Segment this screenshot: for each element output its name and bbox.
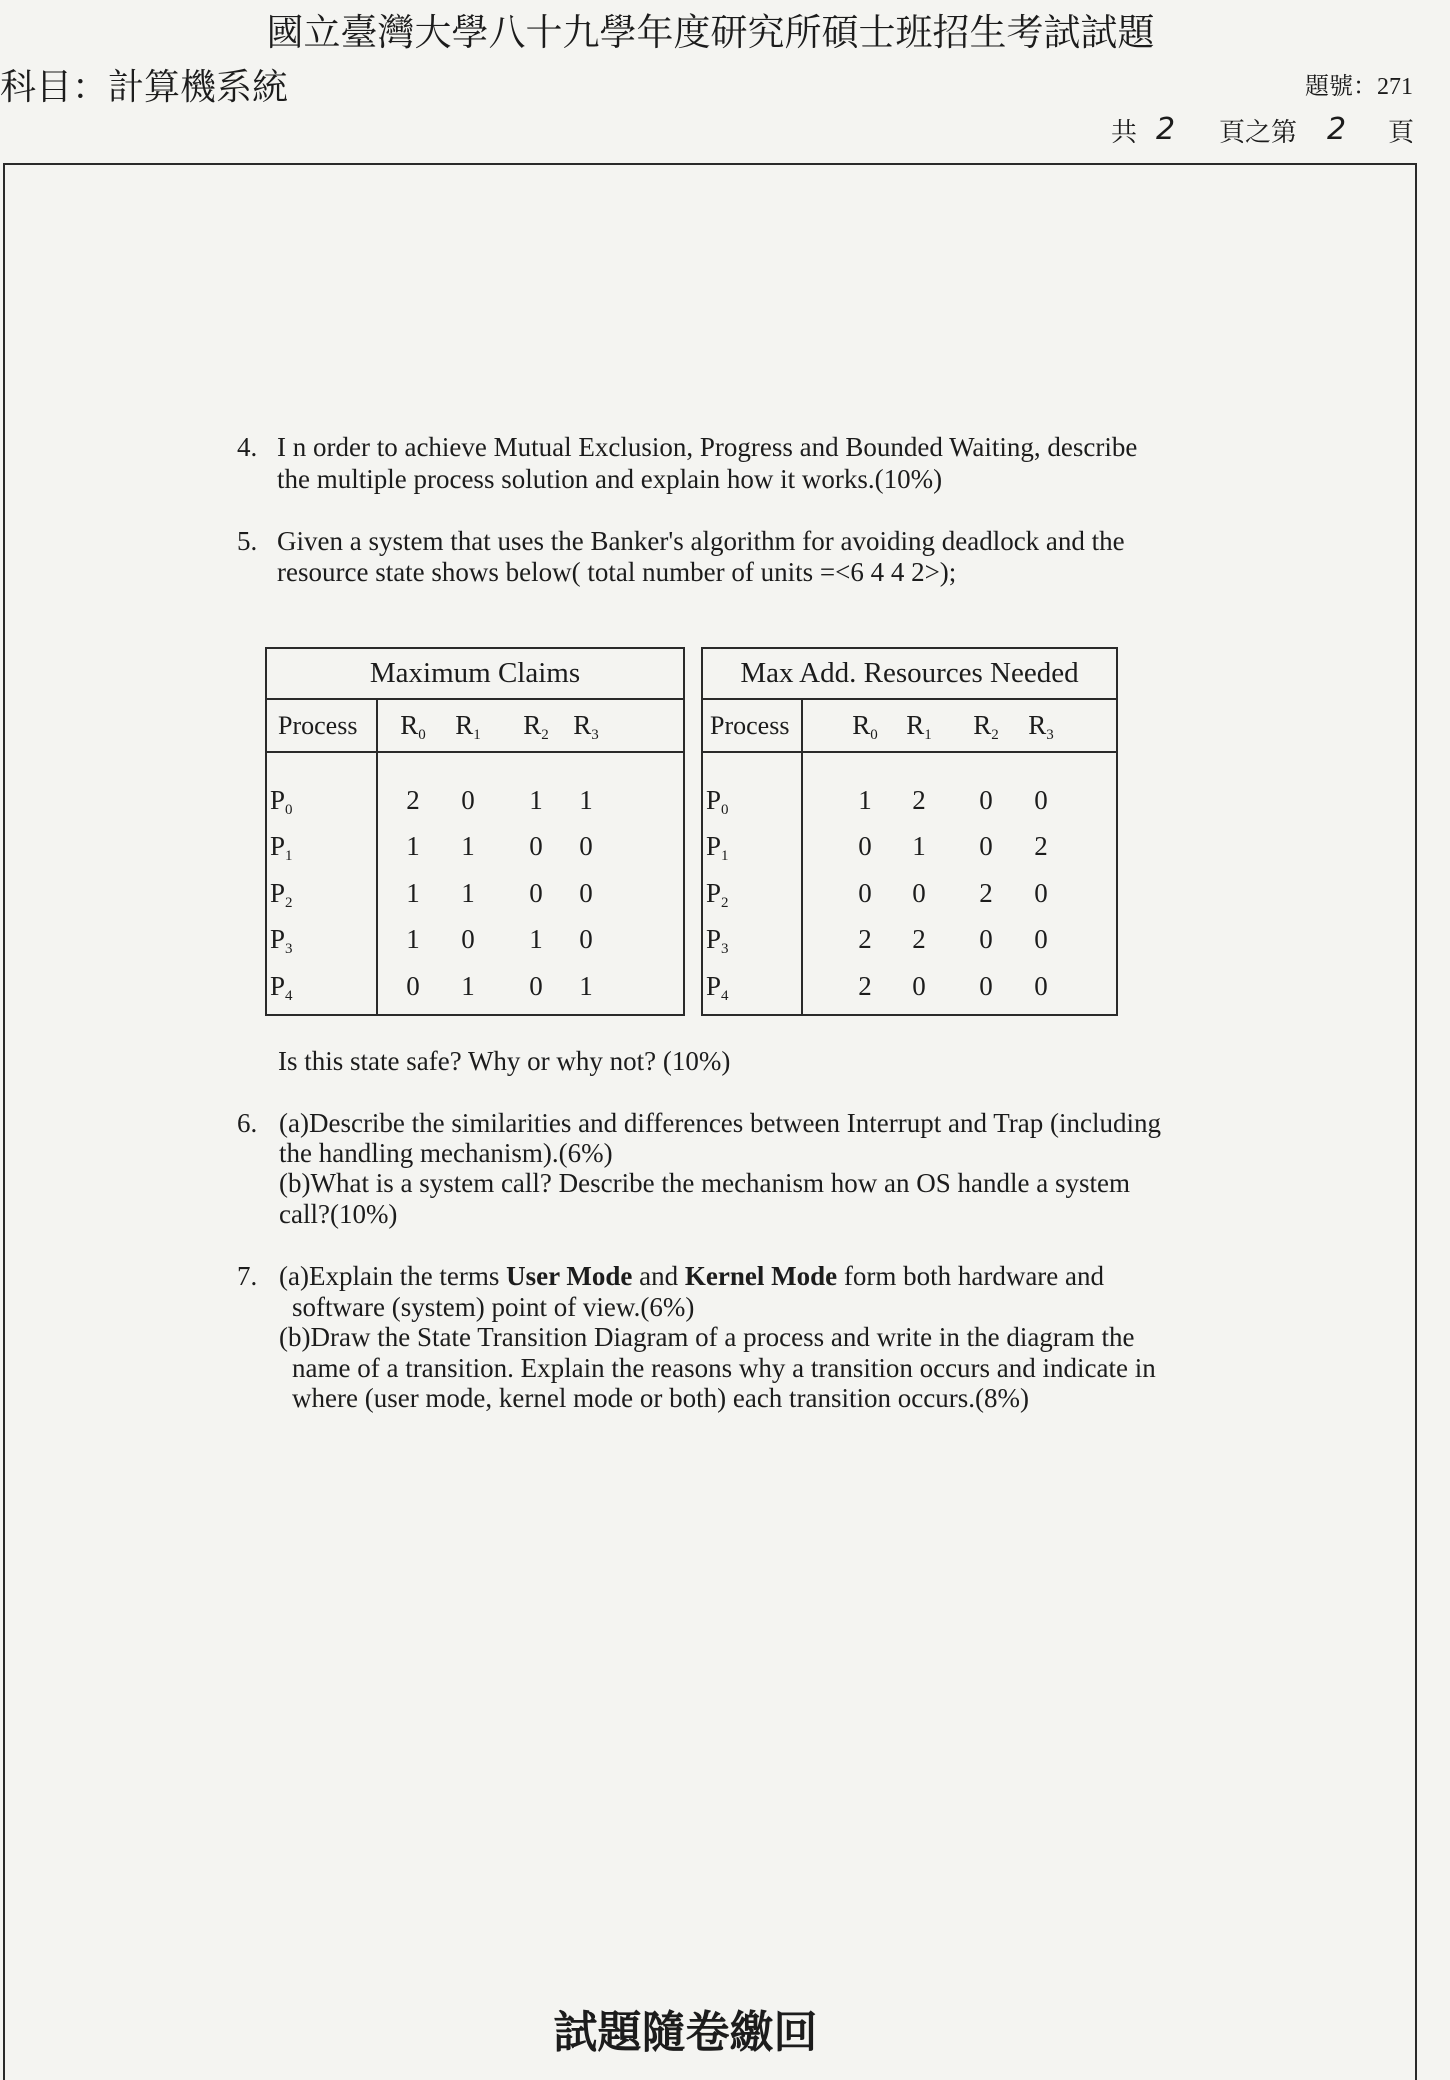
symbol-subscript: 2 [541,727,549,743]
table-cell: 2 [912,924,926,954]
symbol-base: R [1028,710,1047,740]
column-header-r2 [514,700,558,751]
question-line: I n order to achieve Mutual Exclusion, Progress and Bounded Waiting, describe [277,432,1138,462]
symbol-base: R [573,710,592,740]
table-cell: 1 [529,924,543,954]
table-row [267,831,683,864]
column-header-r2 [964,700,1008,751]
symbol-subscript: 2 [285,895,293,911]
symbol-subscript: 3 [721,941,729,957]
table-cell: 1 [579,971,593,1001]
question-paper-number: 題號：271 [1305,74,1413,100]
table-header-row [703,700,1116,753]
table-cell: 0 [979,785,993,815]
column-header-r0 [391,700,435,751]
table-cell: 2 [979,878,993,908]
table-cell: 0 [529,971,543,1001]
table-cell: 0 [979,831,993,861]
process-label [706,831,729,864]
question-line: resource state shows below( total number of units =<6 4 4 2>); [277,557,957,587]
page-total-prefix: 共 [1111,118,1138,147]
table-title: Max Add. Resources Needed [703,649,1116,700]
page-suffix: 頁 [1388,118,1415,147]
question-number: 6. [237,1108,258,1138]
process-label [706,878,729,911]
text-segment: form both hardware and [837,1261,1105,1291]
table-cell: 1 [461,878,475,908]
page-middle-text: 頁之第 [1219,118,1298,147]
symbol-base: P [706,878,722,908]
bold-term-kernel-mode: Kernel Mode [684,1261,838,1291]
table-cell: 0 [858,831,872,861]
table-cell: 0 [1034,878,1048,908]
question-line: (b)What is a system call? Describe the mechanism how an OS handle a system [279,1168,1131,1199]
table-cell: 2 [858,971,872,1001]
question-body [279,1108,1161,1229]
table-cell: 0 [858,878,872,908]
symbol-base: R [852,710,871,740]
question-line: the multiple process solution and explain how it works.(10%) [277,464,943,494]
table-row [703,924,1116,957]
question-line: call?(10%) [279,1198,398,1229]
column-header-r3 [564,700,608,751]
question-7 [237,1261,1156,1414]
question-line: the handling mechanism).(6%) [279,1138,613,1169]
table-row [267,924,683,957]
symbol-subscript: 1 [285,848,293,864]
symbol-base: R [400,710,419,740]
symbol-base: P [270,878,286,908]
max-add-resources-needed-table [701,647,1118,1016]
table-cell: 0 [461,924,475,954]
table-cell: 0 [1034,924,1048,954]
table-cell: 2 [912,785,926,815]
table-cell: 0 [406,971,420,1001]
question-body [279,1261,1156,1414]
question-line [279,1261,1156,1292]
table-row [267,785,683,818]
table-cell: 1 [579,785,593,815]
symbol-base: P [270,924,286,954]
symbol-subscript: 0 [721,802,729,818]
column-header-r3 [1019,700,1063,751]
symbol-subscript: 4 [285,988,293,1004]
symbol-subscript: 3 [1046,727,1054,743]
table-cell: 1 [858,785,872,815]
process-label [706,924,729,957]
question-line: software (system) point of view.(6%) [292,1291,695,1322]
process-label [270,878,293,911]
text-segment: and [632,1261,685,1291]
table-cell: 0 [979,924,993,954]
symbol-base: P [270,785,286,815]
process-label [270,785,293,818]
page-current-handwritten: 2 [1327,112,1347,147]
symbol-base: R [455,710,474,740]
table-row [267,878,683,911]
table-cell: 2 [1034,831,1048,861]
question-number: 5. [237,526,258,556]
column-header-r1 [446,700,490,751]
table-header-row [267,700,683,753]
symbol-subscript: 2 [721,895,729,911]
process-label [270,971,293,1004]
table-cell: 0 [461,785,475,815]
symbol-subscript: 3 [591,727,599,743]
symbol-base: P [706,831,722,861]
question-4 [237,431,1137,495]
table-cell: 1 [461,831,475,861]
question-number: 4. [237,432,258,462]
table-cell: 1 [406,831,420,861]
column-header-r0 [843,700,887,751]
table-cell: 0 [912,971,926,1001]
process-label [270,831,293,864]
process-label [270,924,293,957]
question-line: (a)Describe the similarities and differences between Interrupt and Trap (including [279,1108,1161,1138]
question-body [277,526,1125,588]
table-row [703,878,1116,911]
question-line: Given a system that uses the Banker's algorithm for avoiding deadlock and the [277,526,1125,556]
text-segment: (a)Explain the terms [279,1261,507,1291]
symbol-base: P [270,831,286,861]
symbol-subscript: 4 [721,988,729,1004]
symbol-base: P [706,785,722,815]
exam-title: 國立臺灣大學八十九學年度研究所碩士班招生考試試題 [266,13,1155,54]
symbol-subscript: 0 [418,727,426,743]
question-line: (b)Draw the State Transition Diagram of a process and write in the diagram the [279,1322,1135,1352]
process-column-header: Process [278,711,358,740]
symbol-subscript: 1 [721,848,729,864]
table-title: Maximum Claims [267,649,683,700]
table-cell: 1 [406,924,420,954]
return-with-answer-sheet-note: 試題隨卷繳回 [553,2008,818,2057]
table-cell: 0 [1034,971,1048,1001]
symbol-subscript: 2 [991,727,999,743]
bold-term-user-mode: User Mode [506,1261,633,1291]
table-row [703,971,1116,1004]
table-cell: 0 [529,878,543,908]
symbol-base: P [706,971,722,1001]
table-cell: 1 [912,831,926,861]
table-row [703,831,1116,864]
table-cell: 0 [579,924,593,954]
table-cell: 0 [979,971,993,1001]
symbol-base: R [973,710,992,740]
symbol-subscript: 0 [870,727,878,743]
question-5-follow-up: Is this state safe? Why or why not? (10%) [278,1046,731,1076]
table-cell: 0 [579,878,593,908]
table-cell: 1 [461,971,475,1001]
column-header-r1 [897,700,941,751]
table-cell: 0 [579,831,593,861]
question-line: name of a transition. Explain the reasons why a transition occurs and indicate in [292,1352,1156,1383]
table-row [267,971,683,1004]
symbol-base: P [270,971,286,1001]
question-line: where (user mode, kernel mode or both) each transition occurs.(8%) [292,1383,1029,1413]
table-row [703,785,1116,818]
table-cell: 1 [529,785,543,815]
table-cell: 0 [1034,785,1048,815]
symbol-base: R [906,710,925,740]
page-total-handwritten: 2 [1156,112,1176,147]
symbol-base: P [706,924,722,954]
maximum-claims-table [265,647,685,1016]
table-cell: 1 [406,878,420,908]
process-label [706,971,729,1004]
symbol-subscript: 1 [924,727,932,743]
symbol-subscript: 1 [473,727,481,743]
table-cell: 0 [529,831,543,861]
question-6 [237,1108,1161,1229]
question-5 [237,526,1125,588]
process-column-header: Process [710,711,790,740]
table-cell: 2 [858,924,872,954]
question-number: 7. [237,1261,258,1291]
subject-label: 科目：計算機系統 [0,67,289,107]
symbol-base: R [523,710,542,740]
question-body [277,431,1137,495]
symbol-subscript: 0 [285,802,293,818]
process-label [706,785,729,818]
table-cell: 0 [912,878,926,908]
table-cell: 2 [406,785,420,815]
symbol-subscript: 3 [285,941,293,957]
